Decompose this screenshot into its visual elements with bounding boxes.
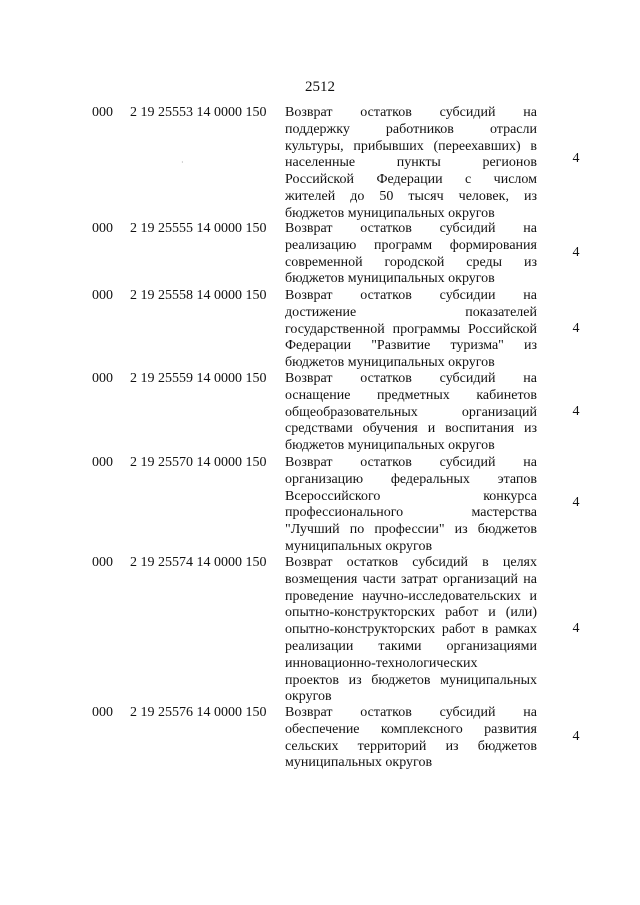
row-description <box>285 288 537 372</box>
description-line: общеобразовательных организаций <box>285 404 537 420</box>
description-line: обеспечение комплексного развития <box>285 721 537 737</box>
description-line: бюджетов муниципальных округов <box>285 355 495 371</box>
kbk-code: 2 19 25576 14 0000 150 <box>130 705 267 720</box>
description-line: возмещения части затрат организаций на <box>285 571 537 587</box>
kbk-code: 2 19 25558 14 0000 150 <box>130 288 267 303</box>
description-line: оснащение предметных кабинетов <box>285 387 537 403</box>
description-line: Возврат остатков субсидий на <box>285 221 537 236</box>
admin-code: 000 <box>92 105 113 120</box>
description-line: государственной программы Российской <box>285 321 537 337</box>
table-row <box>0 371 640 455</box>
table-row <box>0 288 640 372</box>
description-line: проектов из бюджетов муниципальных <box>285 672 537 688</box>
table-row <box>0 555 640 705</box>
description-line: опытно-конструкторских работ и (или) <box>285 605 537 621</box>
table-row <box>0 455 640 555</box>
description-line: бюджетов муниципальных округов <box>285 271 495 287</box>
row-description <box>285 105 537 223</box>
description-line: реализацию программ формирования <box>285 237 537 253</box>
description-line: жителей до 50 тысяч человек, из <box>285 188 537 204</box>
admin-code: 000 <box>92 455 113 470</box>
row-description <box>285 705 537 772</box>
row-description <box>285 455 537 556</box>
kbk-code: 2 19 25574 14 0000 150 <box>130 555 267 570</box>
row-amount: 4 <box>572 245 580 260</box>
admin-code: 000 <box>92 371 113 386</box>
description-line: опытно-конструкторских работ в рамках <box>285 622 537 638</box>
description-line: Возврат остатков субсидий на <box>285 455 537 470</box>
description-line: муниципальных округов <box>285 755 433 771</box>
description-line: профессионального мастерства <box>285 505 537 521</box>
row-description <box>285 555 537 706</box>
row-amount: 4 <box>572 321 580 336</box>
description-line: "Лучший по профессии" из бюджетов <box>285 522 537 538</box>
row-amount: 4 <box>572 151 580 166</box>
description-line: Возврат остатков субсидий на <box>285 705 537 720</box>
row-amount: 4 <box>572 729 580 744</box>
admin-code: 000 <box>92 288 113 303</box>
description-line: реализации такими организациями <box>285 638 537 654</box>
page-number: 2512 <box>305 79 335 95</box>
description-line: Возврат остатков субсидий в целях <box>285 555 537 570</box>
admin-code: 000 <box>92 221 113 236</box>
description-line: муниципальных округов <box>285 538 433 554</box>
table-row <box>0 705 640 773</box>
description-line: современной городской среды из <box>285 254 537 270</box>
kbk-code: 2 19 25570 14 0000 150 <box>130 455 267 470</box>
kbk-code: 2 19 25559 14 0000 150 <box>130 371 267 386</box>
description-line: Российской Федерации с числом <box>285 172 537 188</box>
row-description <box>285 221 537 288</box>
description-line: сельских территорий из бюджетов <box>285 738 537 754</box>
description-line: населенные пункты регионов <box>285 155 537 171</box>
description-line: Федерации "Развитие туризма" из <box>285 338 537 354</box>
description-line: инновационно-технологических <box>285 655 478 671</box>
row-amount: 4 <box>572 621 580 636</box>
description-line: поддержку работников отрасли <box>285 121 537 137</box>
description-line: округов <box>285 689 332 705</box>
row-description <box>285 371 537 455</box>
table-row <box>0 105 640 223</box>
description-line: достижение показателей <box>285 304 537 320</box>
description-line: организацию федеральных этапов <box>285 471 537 487</box>
description-line: проведение научно-исследовательских и <box>285 588 537 604</box>
row-amount: 4 <box>572 495 580 510</box>
description-line: средствами обучения и воспитания из <box>285 421 537 437</box>
description-line: бюджетов муниципальных округов <box>285 438 495 454</box>
description-line: Возврат остатков субсидий на <box>285 105 537 120</box>
kbk-code: 2 19 25553 14 0000 150 <box>130 105 267 120</box>
admin-code: 000 <box>92 705 113 720</box>
table-row <box>0 221 640 289</box>
admin-code: 000 <box>92 555 113 570</box>
description-line: бюджетов муниципальных округов <box>285 205 495 221</box>
row-amount: 4 <box>572 404 580 419</box>
description-line: Всероссийского конкурса <box>285 488 537 504</box>
description-line: культуры, прибывших (переехавших) в <box>285 138 537 154</box>
kbk-code: 2 19 25555 14 0000 150 <box>130 221 267 236</box>
description-line: Возврат остатков субсидии на <box>285 288 537 303</box>
scan-dot: · <box>181 158 184 167</box>
description-line: Возврат остатков субсидий на <box>285 371 537 386</box>
